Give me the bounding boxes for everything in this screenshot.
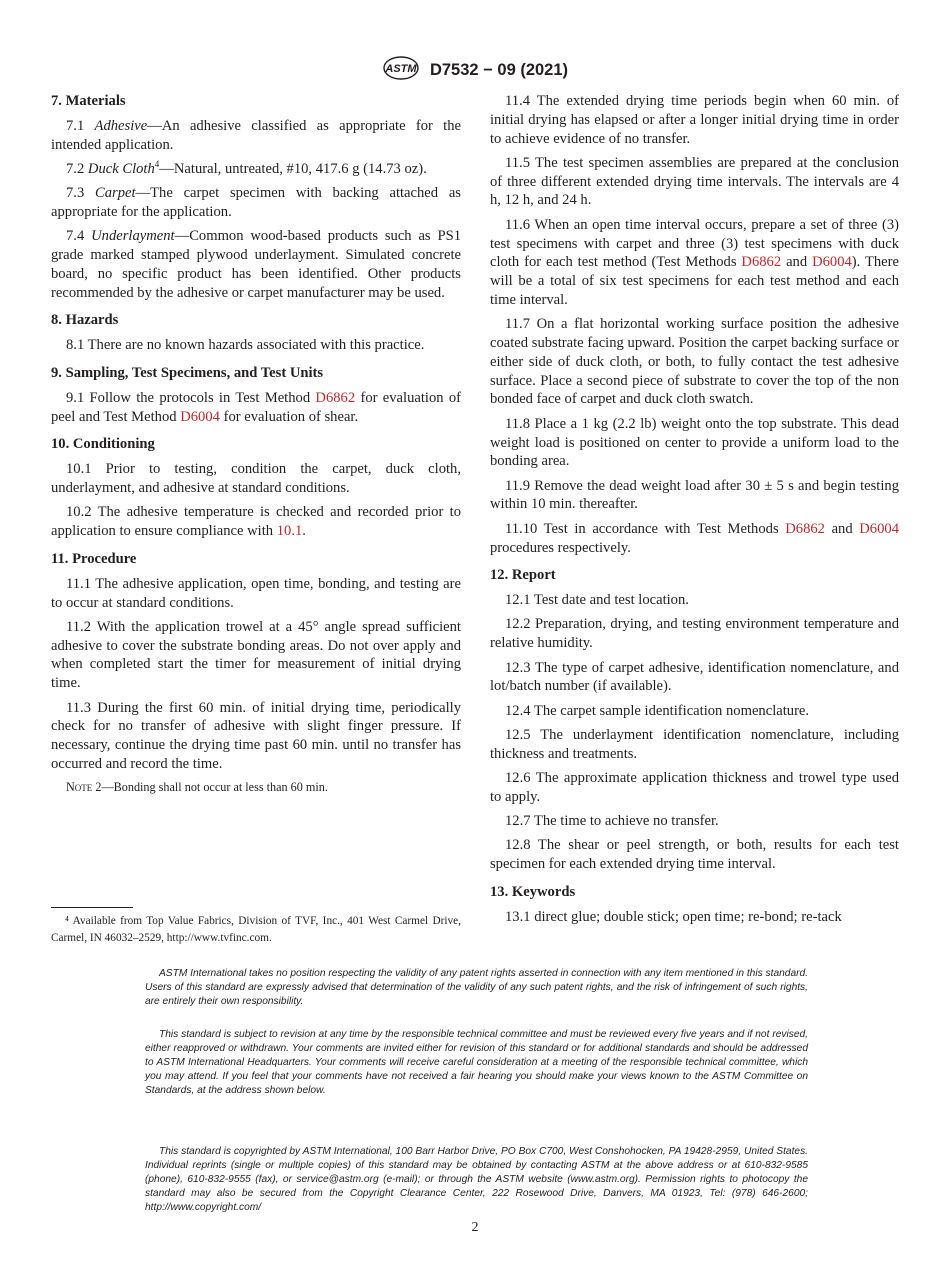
standard-designation: D7532 − 09 (2021): [429, 61, 569, 79]
link-d6862[interactable]: D6862: [315, 389, 356, 406]
link-d6004[interactable]: D6004: [180, 408, 220, 425]
report-item: 12.6 The approximate application thickness and trowel type used to apply.: [490, 770, 899, 805]
section-heading: 13. Keywords: [490, 883, 576, 900]
paragraph: 11.1 The adhesive application, open time, bonding, and testing are to occur at standard conditions.: [51, 575, 461, 611]
section-heading: 12. Report: [490, 567, 556, 584]
right-column: [490, 92, 899, 932]
paragraph: 9.1 Follow the protocols in Test Method D6862 for evaluation of peel and Test Method D6004 for evaluation of shear.: [51, 389, 462, 425]
paragraph: 11.2 With the application trowel at a 45° angle spread sufficient adhesive to cover the substrate bonding areas. Do not over apply and when completed start the timer for measurement of initial drying time.: [51, 618, 461, 692]
report-item: 12.7 The time to achieve no transfer.: [505, 813, 719, 830]
paragraph: 7.3 Carpet—The carpet specimen with backing attached as appropriate for the application.: [51, 185, 461, 220]
footnote-divider: [51, 907, 133, 908]
page-header: [0, 56, 950, 85]
link-d6862[interactable]: D6862: [741, 254, 782, 271]
paragraph: 10.2 The adhesive temperature is checked and recorded prior to application to ensure compliance with 10.1.: [51, 504, 461, 540]
footnote-ref[interactable]: 4: [154, 159, 160, 170]
paragraph: 8.1 There are no known hazards associated with this practice.: [66, 337, 425, 354]
report-item: 12.3 The type of carpet adhesive, identification nomenclature, and lot/batch number (if available).: [490, 659, 899, 695]
report-item: 12.4 The carpet sample identification nomenclature.: [505, 702, 810, 719]
svg-text:ASTM: ASTM: [385, 63, 417, 75]
paragraph: 11.4 The extended drying time periods begin when 60 min. of initial drying has elapsed or after a longer initial drying time in order to achieve evidence of no transfer.: [490, 93, 899, 147]
paragraph: 11.6 When an open time interval occurs, prepare a set of three (3) test specimens with carpet and three (3) test specimens with duck cloth for each test method (Test Methods D6862 and D6004). There will be a total of six test specimens for each test method and each time interval.: [490, 216, 899, 308]
report-item: 12.2 Preparation, drying, and testing environment temperature and relative humidity.: [490, 616, 899, 652]
page-number: 2: [471, 1220, 479, 1235]
paragraph: 11.3 During the first 60 min. of initial drying time, periodically check for no transfer of adhesive with slight finger pressure. If necessary, continue the drying time past 60 min. until no transfer has occurred and record the time.: [51, 699, 461, 772]
paragraph: 11.5 The test specimen assemblies are prepared at the conclusion of three different extended drying time intervals. The intervals are 4 h, 12 h, and 24 h.: [490, 154, 899, 209]
section-heading: 10. Conditioning: [51, 436, 155, 453]
link-d6004[interactable]: D6004: [859, 520, 899, 537]
revision-notice: This standard is subject to revision at any time by the responsible technical committee and must be reviewed every five years and if not revised, either reapproved or withdrawn. Your comments are invited either for revision of this standard or for additional standards and should be addressed to ASTM International Headquarters. Your comments will receive careful consideration at a meeting of the responsible technical committee, which you may attend. If you feel that your comments have not received a fair hearing you should make your views known to the ASTM Committee on Standards, at the address shown below.: [145, 1029, 808, 1096]
note: Note 2—Bonding shall not occur at less than 60 min.: [66, 780, 328, 795]
section-heading: 7. Materials: [51, 93, 126, 109]
section-heading: 9. Sampling, Test Specimens, and Test Units: [51, 365, 324, 382]
paragraph: 11.7 On a flat horizontal working surface position the adhesive coated substrate facing upward. Position the carpet backing surface or either side of duck cloth, or both, to fully contact the test adhesive surface. Place a second piece of substrate to cover the top of the non bonded face of carpet and duck cloth swatch.: [490, 316, 899, 408]
left-column: [51, 92, 461, 801]
paragraph: 7.4 Underlayment—Common wood-based products such as PS1 grade marked stamped plywood underlayment. Simulated concrete board, no specific product has been identified. Other products recommended by the adhesive or carpet manufacturer may be used.: [51, 228, 461, 301]
paragraph: 7.1 Adhesive—An adhesive classified as appropriate for the intended application.: [51, 117, 461, 153]
paragraph: 7.2 Duck Cloth$^4$—Natural, untreated, #10, 417.6 g (14.73 oz).: [66, 159, 427, 177]
report-item: 12.8 The shear or peel strength, or both, results for each test specimen for each extended drying time interval.: [490, 837, 899, 873]
footnote: ⁴ Available from Top Value Fabrics, Division of TVF, Inc., 401 West Carmel Drive, Carmel, IN 46032–2529, http://www.tvfinc.com.: [51, 915, 461, 944]
paragraph: 10.1 Prior to testing, condition the carpet, duck cloth, underlayment, and adhesive at standard conditions.: [51, 461, 461, 497]
patent-notice: ASTM International takes no position respecting the validity of any patent rights asserted in connection with any item mentioned in this standard. Users of this standard are expressly advised that determination of the validity of any such patent rights, and the risk of infringement of such rights, are entirely their own responsibility.: [145, 968, 808, 1007]
report-item: 12.5 The underlayment identification nomenclature, including thickness and treatments.: [490, 726, 899, 762]
astm-logo-icon: [382, 56, 420, 85]
paragraph: 11.9 Remove the dead weight load after 30 ± 5 s and begin testing within 10 min. thereafter.: [490, 477, 899, 513]
section-heading: 8. Hazards: [51, 312, 119, 329]
link-d6862[interactable]: D6862: [785, 520, 825, 537]
link-d6004[interactable]: D6004: [812, 254, 852, 271]
copyright-notice: This standard is copyrighted by ASTM International, 100 Barr Harbor Drive, PO Box C700, West Conshohocken, PA 19428-2959, United States. Individual reprints (single or multiple copies) of this standard may be obtained by contacting ASTM at the above address or at 610-832-9585 (phone), 610-832-9555 (fax), or service@astm.org (e-mail); or through the ASTM website (www.astm.org). Permission rights to photocopy the standard may also be secured from the Copyright Clearance Center, 222 Rosewood Drive, Danvers, MA 01923, Tel: (978) 646-2600; http://www.copyright.com/: [145, 1146, 808, 1213]
report-item: 12.1 Test date and test location.: [505, 592, 689, 609]
paragraph: 13.1 direct glue; double stick; open time; re-bond; re-tack: [505, 908, 842, 925]
section-heading: 11. Procedure: [51, 550, 137, 567]
paragraph: 11.10 Test in accordance with Test Methods D6862 and D6004 procedures respectively.: [490, 520, 899, 556]
link-section-10-1[interactable]: 10.1: [276, 523, 303, 540]
paragraph: 11.8 Place a 1 kg (2.2 lb) weight onto the top substrate. This dead weight load is positioned on center to provide a uniform load to the bonding area.: [490, 415, 899, 470]
